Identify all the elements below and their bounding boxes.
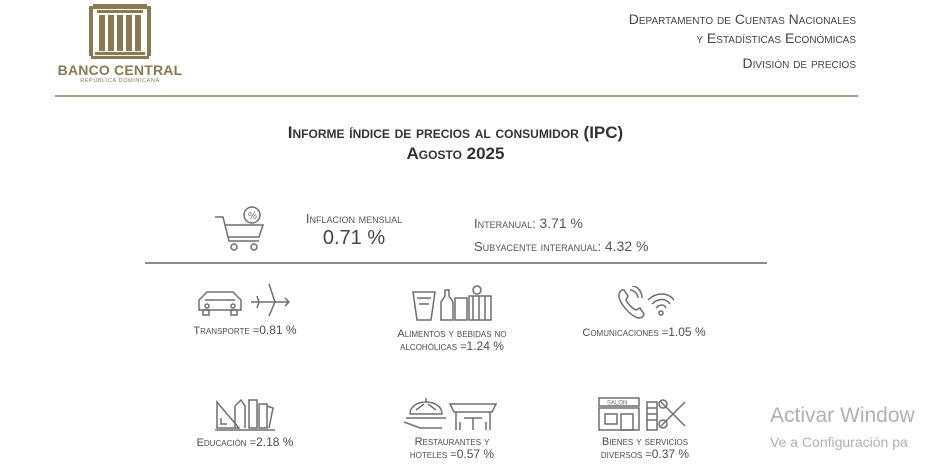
category-communications bbox=[562, 286, 726, 339]
category-communications-value: 1.05 % bbox=[668, 325, 706, 339]
category-education-label: Educación = bbox=[196, 437, 257, 449]
summary-divider bbox=[145, 262, 767, 264]
core-row bbox=[474, 235, 648, 258]
books-ruler-icon bbox=[215, 396, 275, 432]
columns-building-icon bbox=[87, 2, 153, 60]
report-title: Informe índice de precios al consumidor (IPC) bbox=[287, 123, 624, 142]
category-transport-label: Transporte = bbox=[193, 325, 260, 337]
bank-subtitle: REPÚBLICA DOMINICANA bbox=[80, 78, 160, 84]
category-restaurants-value: 0.57 % bbox=[456, 447, 495, 461]
category-education-value: 2.18 % bbox=[256, 435, 294, 449]
category-communications-label: Comunicaciones = bbox=[582, 327, 669, 339]
phone-wifi-icon bbox=[614, 286, 674, 322]
bank-name: BANCO CENTRAL bbox=[57, 62, 183, 78]
category-education bbox=[182, 396, 308, 449]
category-restaurants bbox=[390, 396, 514, 461]
category-misc-goods-label-1: Bienes y servicios bbox=[601, 436, 689, 448]
report-period: Agosto 2025 bbox=[406, 144, 505, 163]
category-misc-goods bbox=[578, 396, 712, 461]
category-food bbox=[372, 284, 532, 353]
header-divider bbox=[55, 95, 858, 97]
shopping-cart-percent-icon bbox=[213, 205, 269, 253]
interannual-label: Interanual: bbox=[474, 216, 536, 231]
category-food-label-2: alcohólicas = bbox=[400, 341, 467, 353]
category-restaurants-label-2: hoteles = bbox=[409, 449, 457, 461]
logo bbox=[55, 2, 185, 84]
groceries-icon bbox=[407, 284, 497, 324]
report-title-block bbox=[0, 122, 911, 164]
category-restaurants-label-1: Restaurantes y bbox=[414, 436, 490, 448]
department-heading bbox=[629, 10, 856, 73]
salon-scissors-icon bbox=[595, 396, 695, 432]
activation-watermark-subtitle: Ve a Configuración pa bbox=[770, 434, 908, 450]
svg-text:SALON: SALON bbox=[607, 400, 628, 407]
category-transport-value: 0.81 % bbox=[259, 323, 297, 337]
monthly-inflation bbox=[292, 211, 416, 250]
category-misc-goods-value: 0.37 % bbox=[651, 447, 690, 461]
svg-text:%: % bbox=[248, 211, 257, 222]
interannual-block bbox=[474, 212, 648, 258]
activation-watermark-title: Activar Window bbox=[770, 404, 915, 427]
department-line-2: y Estadísticas Económicas bbox=[696, 30, 856, 46]
interannual-value: 3.71 % bbox=[539, 215, 583, 231]
interannual-row bbox=[474, 212, 648, 235]
core-value: 4.32 % bbox=[604, 238, 649, 254]
car-plane-icon bbox=[195, 280, 295, 320]
department-line-1: Departamento de Cuentas Nacionales bbox=[628, 11, 856, 27]
category-food-value: 1.24 % bbox=[466, 339, 504, 353]
category-transport bbox=[178, 280, 312, 337]
activation-watermark bbox=[770, 404, 915, 450]
category-food-label-1: Alimentos y bebidas no bbox=[397, 328, 507, 340]
division-name: División de precios bbox=[742, 55, 856, 71]
restaurant-hotel-icon bbox=[402, 396, 502, 432]
monthly-inflation-value: 0.71 % bbox=[322, 227, 386, 249]
category-misc-goods-label-2: diversos = bbox=[600, 449, 652, 461]
monthly-inflation-label: Inflacion mensual bbox=[305, 211, 403, 226]
core-label: Subyacente interanual: bbox=[474, 239, 602, 254]
